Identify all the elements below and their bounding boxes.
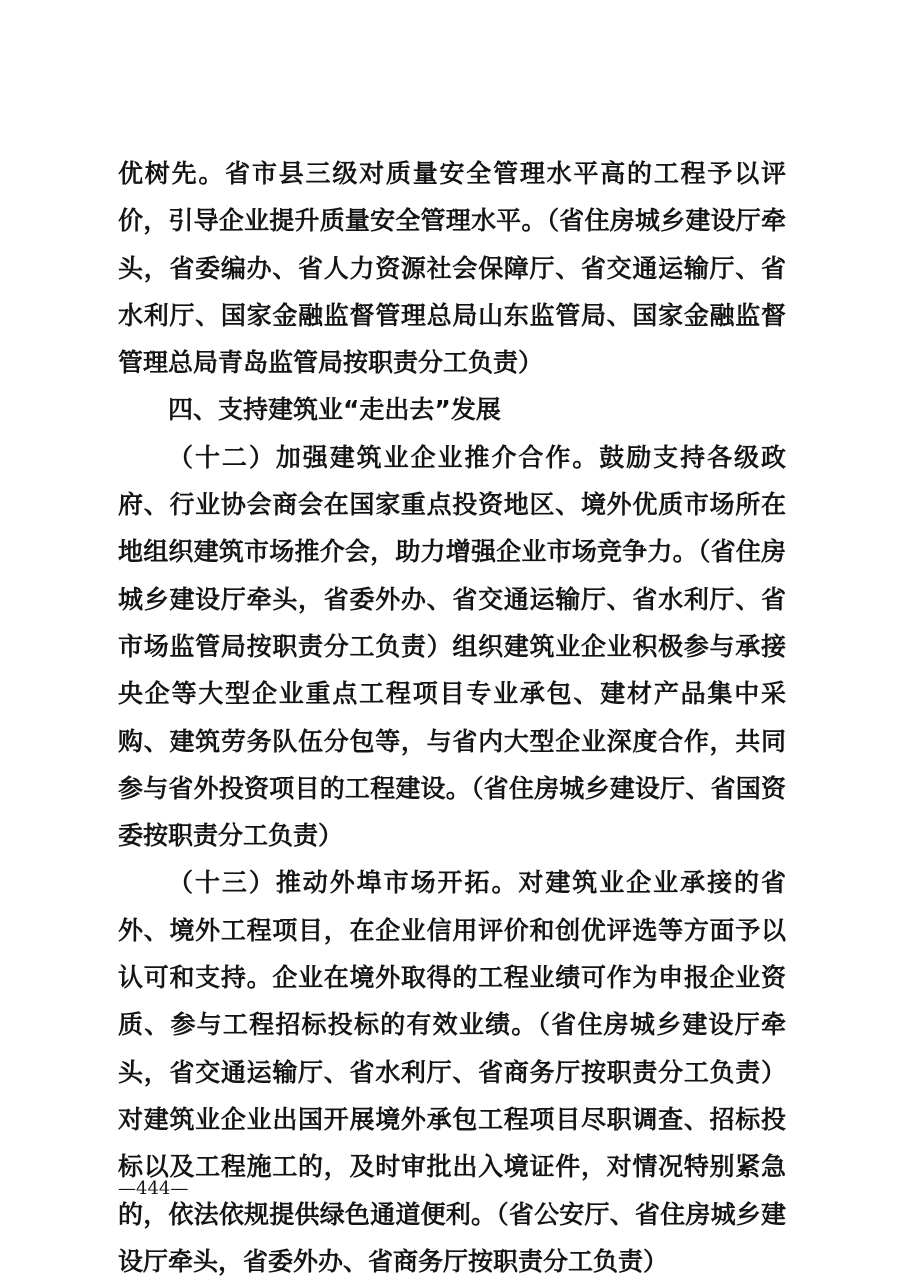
- page-number: —444—: [118, 1178, 189, 1199]
- item-12-paragraph: （十二）加强建筑业企业推介合作。鼓励支持各级政府、行业协会商会在国家重点投资地区、境外优质市场所在地组织建筑市场推介会，助力增强企业市场竞争力。（省住房城乡建设厅牵头，省委外办、省交通运输厅、省水利厅、省市场监管局按职责分工负责）组织建筑业企业积极参与承接央企等大型企业重点工程项目专业承包、建材产品集中采购、建筑劳务队伍分包等，与省内大型企业深度合作，共同参与省外投资项目的工程建设。（省住房城乡建设厅、省国资委按职责分工负责）: [118, 442, 786, 851]
- continuation-paragraph: 优树先。省市县三级对质量安全管理水平高的工程予以评价，引导企业提升质量安全管理水平。（省住房城乡建设厅牵头，省委编办、省人力资源社会保障厅、省交通运输厅、省水利厅、国家金融监督管理总局山东监管局、国家金融监督管理总局青岛监管局按职责分工负责）: [118, 159, 786, 378]
- section-heading: 四、支持建筑业“走出去”发展: [168, 395, 501, 425]
- body-text: [118, 150, 786, 1285]
- item-13-paragraph: （十三）推动外埠市场开拓。对建筑业企业承接的省外、境外工程项目，在企业信用评价和创优评选等方面予以认可和支持。企业在境外取得的工程业绩可作为申报企业资质、参与工程招标投标的有效业绩。（省住房城乡建设厅牵头，省交通运输厅、省水利厅、省商务厅按职责分工负责）对建筑业企业出国开展境外承包工程项目尽职调查、招标投标以及工程施工的，及时审批出入境证件，对情况特别紧急的，依法依规提供绿色通道便利。（省公安厅、省住房城乡建设厅牵头，省委外办、省商务厅按职责分工负责）: [118, 868, 786, 1276]
